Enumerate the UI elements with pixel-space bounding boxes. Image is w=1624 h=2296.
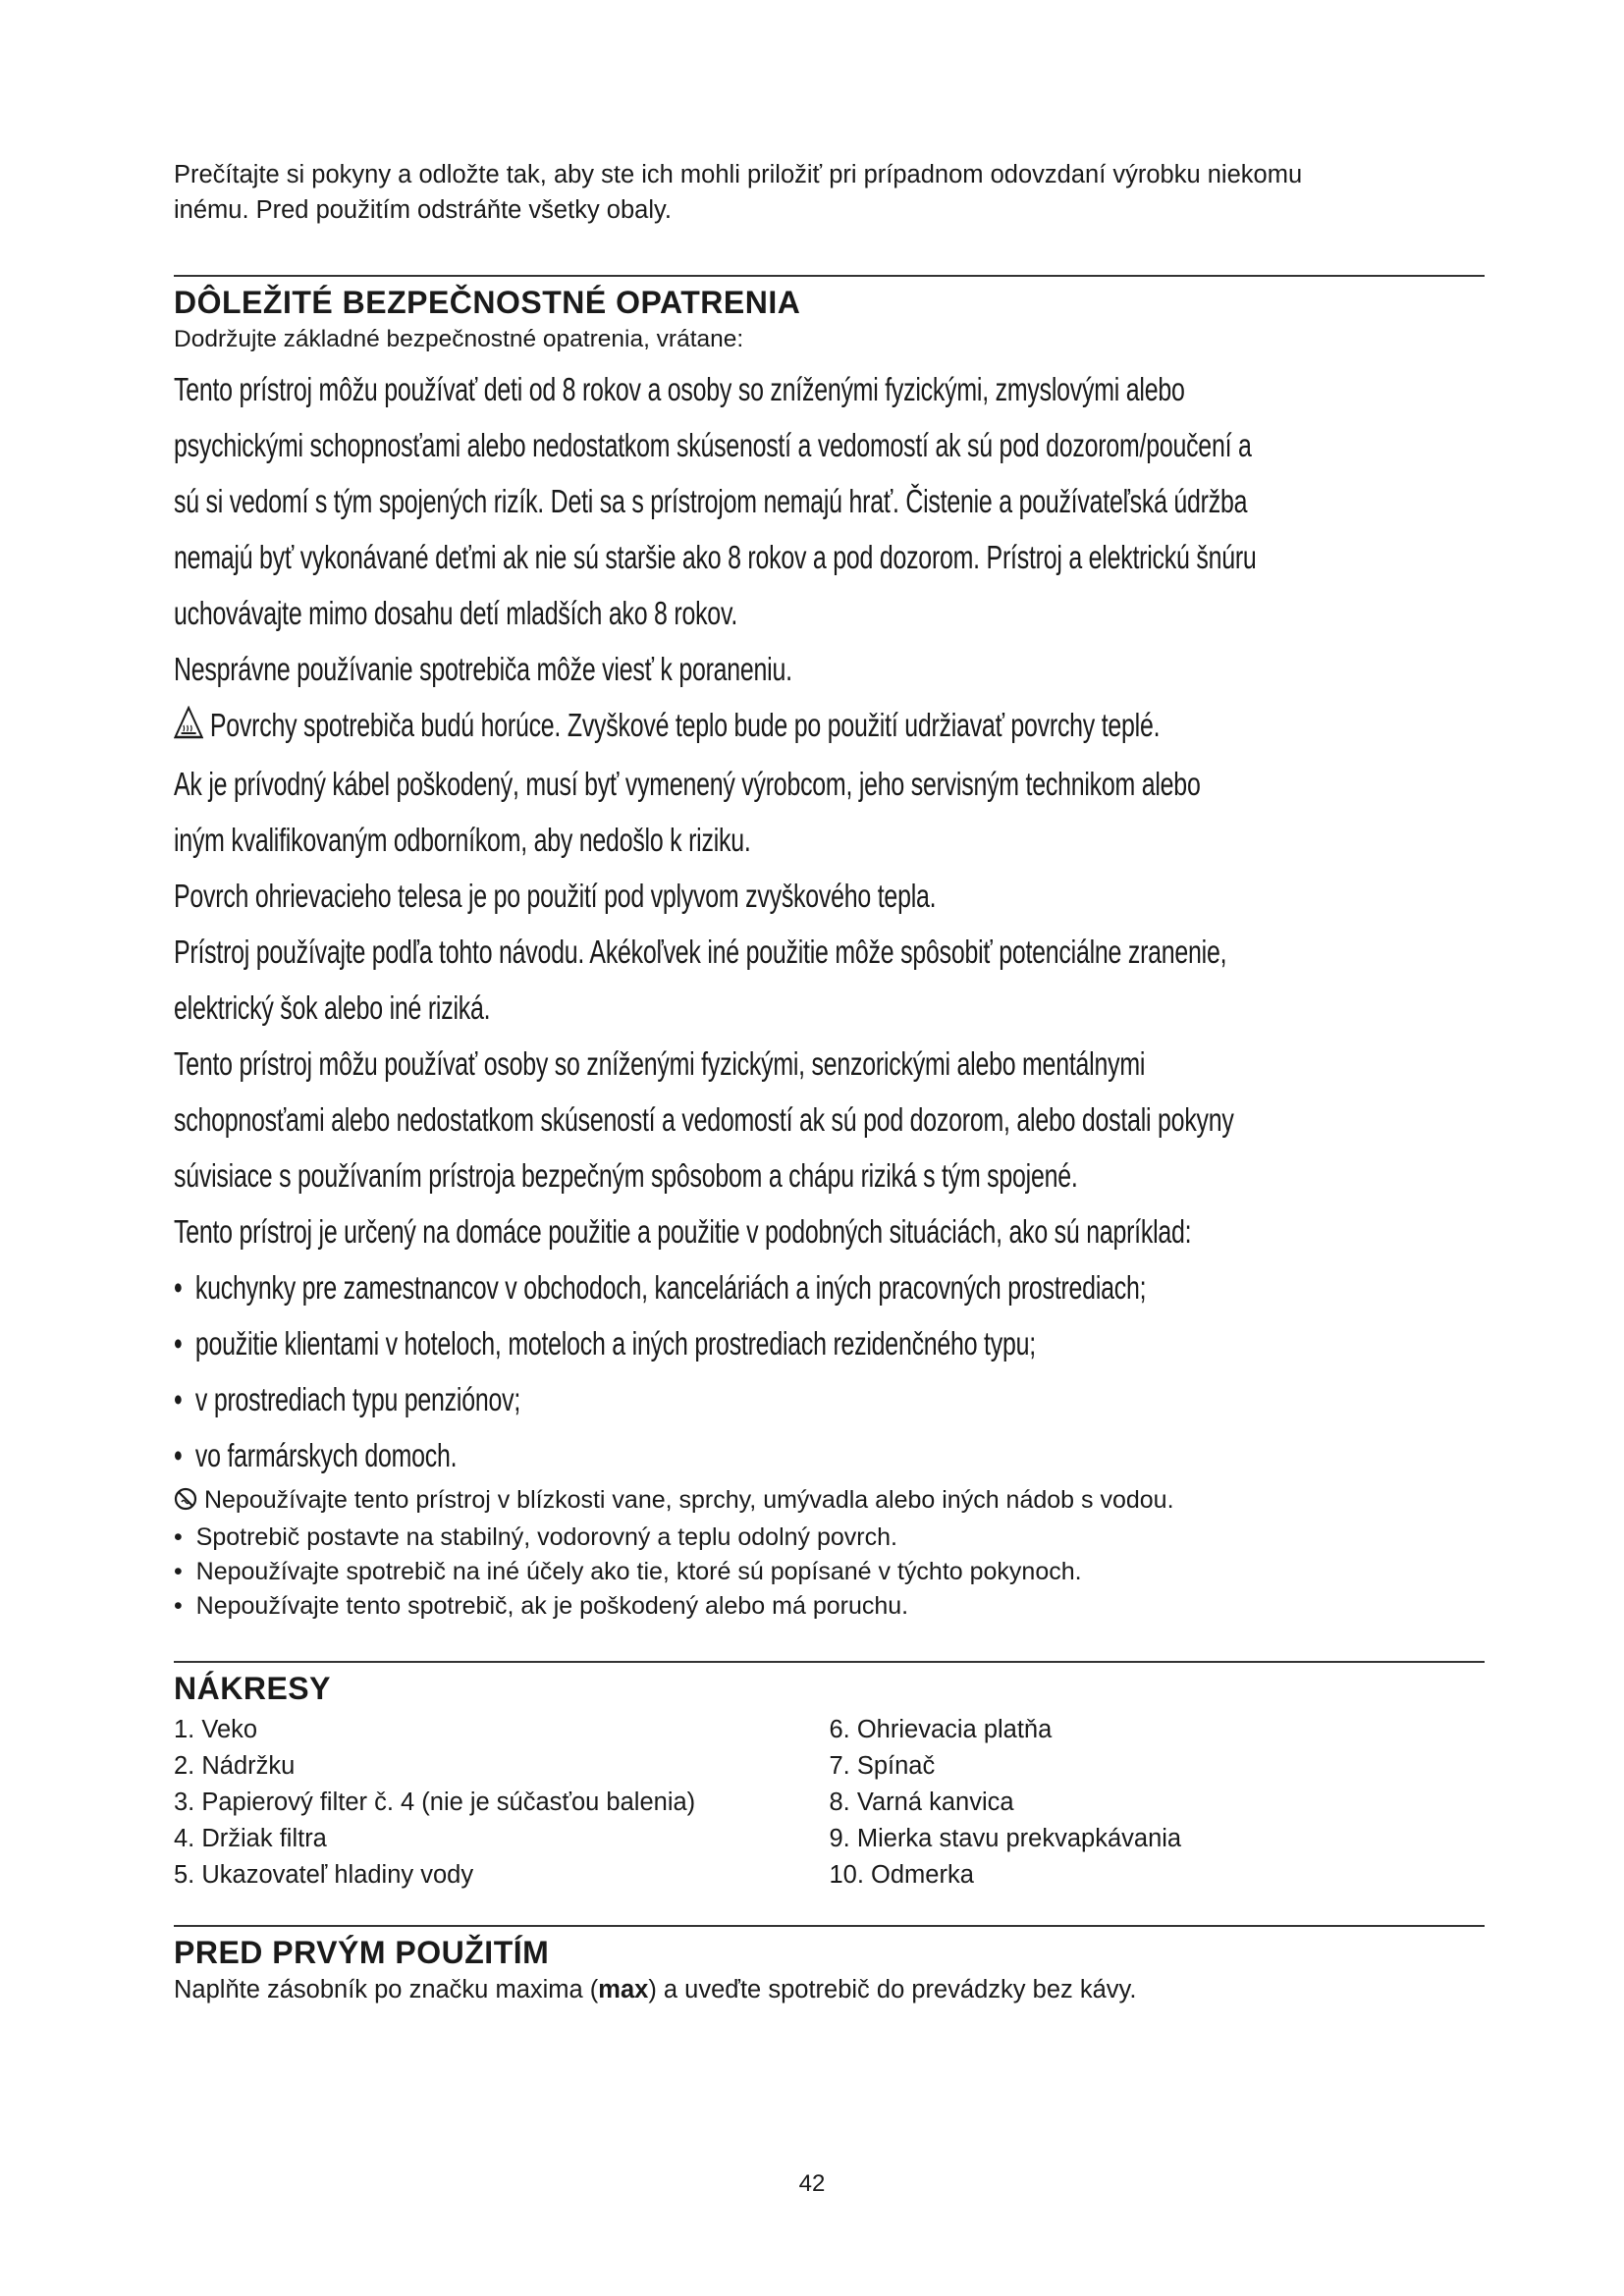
safety-text-line: Prístroj používajte podľa tohto návodu. Akékoľvek iné použitie môže spôsobiť potenciálne zranenie, (174, 934, 1227, 970)
list-item: • v prostrediach typu penziónov; (174, 1381, 521, 1417)
page-content (174, 157, 1485, 2007)
first-use-text-start: Naplňte zásobník po značku maxima ( (174, 1976, 599, 2003)
list-item-text: kuchynky pre zamestnancov v obchodoch, kanceláriách a iných pracovných prostrediach; (194, 1269, 1147, 1306)
list-item: • kuchynky pre zamestnancov v obchodoch, kanceláriách a iných pracovných prostrediach; (174, 1269, 1147, 1306)
part-item: 1. Veko (174, 1716, 258, 1743)
no-water-warning (174, 1483, 1485, 1521)
list-item-text: v prostrediach typu penziónov; (194, 1381, 521, 1417)
safety-text-line: nemajú byť vykonávané deťmi ak nie sú staršie ako 8 rokov a pod dozorom. Prístroj a elektrickú šnúru (174, 539, 1257, 575)
first-use-text (174, 1972, 1485, 2007)
intro-line-2: inému. Pred použitím odstráňte všetky obaly. (174, 196, 672, 224)
safety-text-line: Ak je prívodný kábel poškodený, musí byť vymenený výrobcom, jeho servisným technikom alebo (174, 766, 1201, 802)
part-item: 5. Ukazovateľ hladiny vody (174, 1861, 474, 1889)
list-item: • Nepoužívajte tento spotrebič, ak je poškodený alebo má poruchu. (174, 1592, 909, 1620)
parts-list-right (830, 1712, 1486, 1894)
safety-text-line: elektrický šok alebo iné riziká. (174, 989, 491, 1026)
safety-heading: DÔLEŽITÉ BEZPEČNOSTNÉ OPATRENIA (174, 285, 801, 320)
part-item: 7. Spínač (829, 1752, 936, 1780)
first-use-heading: PRED PRVÝM POUŽITÍM (174, 1935, 550, 1970)
part-item: 9. Mierka stavu prekvapkávania (829, 1825, 1182, 1852)
intro-line-1: Prečítajte si pokyny a odložte tak, aby ste ich mohli priložiť pri prípadnom odovzdaní výrobku niekomu (174, 161, 1303, 188)
list-item: • použitie klientami v hoteloch, moteloch a iných prostrediach rezidenčného typu; (174, 1325, 1036, 1362)
hot-surface-warning-text: Povrchy spotrebiča budú horúce. Zvyškové teplo bude po použití udržiavať povrchy teplé. (209, 707, 1161, 743)
safety-text-line: Povrch ohrievacieho telesa je po použití pod vplyvom zvyškového tepla. (174, 878, 937, 914)
first-use-text-end: ) a uveďte spotrebič do prevádzky bez kávy. (648, 1976, 1137, 2003)
no-water-warning-text: Nepoužívajte tento prístroj v blízkosti vane, sprchy, umývadla alebo iných nádob s vodou. (203, 1486, 1174, 1514)
safety-text-line: Tento prístroj môžu používať osoby so zníženými fyzickými, senzorickými alebo mentálnymi (174, 1045, 1146, 1082)
safety-text-line: schopnosťami alebo nedostatkom skúseností a vedomostí ak sú pod dozorom, alebo dostali pokyny (174, 1101, 1234, 1138)
parts-list (174, 1712, 1485, 1894)
list-item: • Nepoužívajte spotrebič na iné účely ako tie, ktoré sú popísané v týchto pokynoch. (174, 1558, 1082, 1585)
part-item: 2. Nádržku (174, 1752, 296, 1780)
first-use-max-label: max (598, 1976, 649, 2003)
safety-text-line: Tento prístroj môžu používať deti od 8 rokov a osoby so zníženými fyzickými, zmyslovými alebo (174, 371, 1185, 407)
safety-text-line: uchovávajte mimo dosahu detí mladších ako 8 rokov. (174, 595, 738, 631)
list-item-text: Nepoužívajte spotrebič na iné účely ako tie, ktoré sú popísané v týchto pokynoch. (195, 1558, 1082, 1585)
part-item: 6. Ohrievacia platňa (829, 1716, 1053, 1743)
safety-text-line: Tento prístroj je určený na domáce použitie a použitie v podobných situáciách, ako sú napríklad: (174, 1213, 1192, 1250)
safety-text-line: sú si vedomí s tým spojených rizík. Deti sa s prístrojom nemajú hrať. Čistenie a používateľská údržba (174, 483, 1248, 519)
hot-surface-warning-icon (174, 700, 203, 756)
part-item: 10. Odmerka (829, 1861, 974, 1889)
safety-text-line: súvisiace s používaním prístroja bezpečným spôsobom a chápu riziká s tým spojené. (174, 1157, 1078, 1194)
list-item-text: použitie klientami v hoteloch, moteloch a iných prostrediach rezidenčného typu; (194, 1325, 1036, 1362)
parts-list-left (174, 1712, 830, 1894)
safety-subtitle: Dodržujte základné bezpečnostné opatrenia, vrátane: (174, 326, 744, 352)
drawings-heading: NÁKRESY (174, 1671, 331, 1706)
list-item-text: vo farmárskych domoch. (194, 1437, 458, 1473)
hot-surface-warning (174, 697, 1486, 756)
safety-text-line: iným kvalifikovaným odborníkom, aby nedošlo k riziku. (174, 822, 751, 858)
list-item-text: Nepoužívajte tento spotrebič, ak je poškodený alebo má poruchu. (195, 1592, 909, 1620)
part-item: 8. Varná kanvica (829, 1789, 1014, 1816)
list-item-text: Spotrebič postavte na stabilný, vodorovný a teplu odolný povrch. (195, 1523, 897, 1551)
no-water-icon (174, 1486, 197, 1521)
part-item: 4. Držiak filtra (174, 1825, 327, 1852)
safety-text-line: Nesprávne používanie spotrebiča môže viesť k poraneniu. (174, 651, 792, 687)
list-item: • vo farmárskych domoch. (174, 1437, 458, 1473)
safety-text-line: psychickými schopnosťami alebo nedostatkom skúseností a vedomostí ak sú pod dozorom/poučení a (174, 427, 1252, 463)
page-number: 42 (798, 2170, 826, 2197)
part-item: 3. Papierový filter č. 4 (nie je súčasťou balenia) (174, 1789, 696, 1816)
list-item: • Spotrebič postavte na stabilný, vodorovný a teplu odolný povrch. (174, 1523, 897, 1551)
